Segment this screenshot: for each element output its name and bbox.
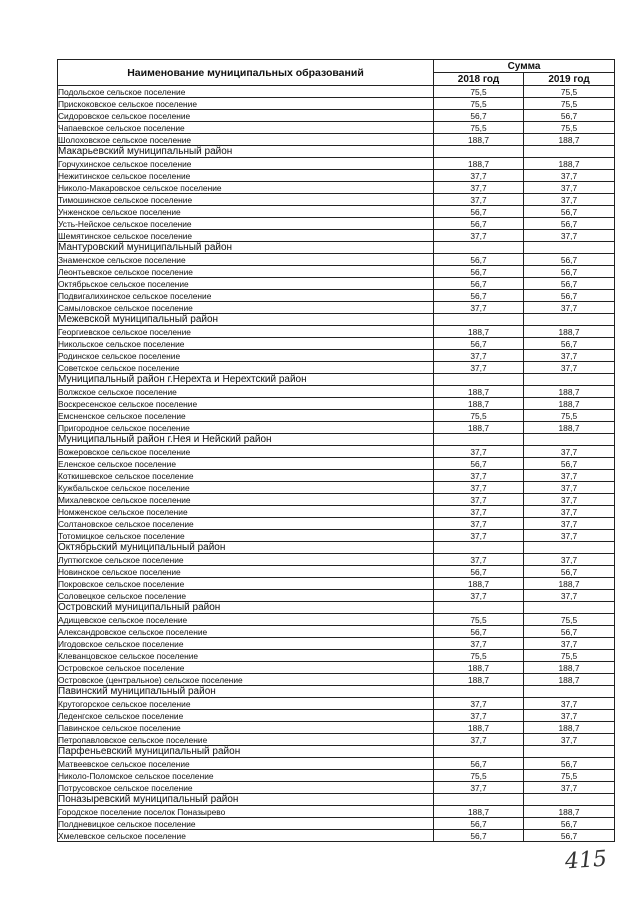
amount-2019: 37,7 — [524, 470, 615, 482]
amount-2019: 56,7 — [524, 758, 615, 770]
amount-2018: 75,5 — [434, 650, 524, 662]
settlement-name: Николо-Поломское сельское поселение — [58, 770, 434, 782]
amount-2018: 188,7 — [434, 386, 524, 398]
amount-2018: 37,7 — [434, 182, 524, 194]
amount-2019: 37,7 — [524, 554, 615, 566]
table-row — [58, 458, 615, 470]
table-row — [58, 386, 615, 398]
settlement-name: Соловецкое сельское поселение — [58, 590, 434, 602]
settlement-name: Полдневицкое сельское поселение — [58, 818, 434, 830]
table-row — [58, 194, 615, 206]
amount-2019: 75,5 — [524, 98, 615, 110]
settlement-name: Коткишевское сельское поселение — [58, 470, 434, 482]
amount-2018: 56,7 — [434, 206, 524, 218]
table-row — [58, 326, 615, 338]
table-row — [58, 818, 615, 830]
district-header-row — [58, 314, 615, 326]
settlement-name: Самыловское сельское поселение — [58, 302, 434, 314]
amount-2018: 56,7 — [434, 110, 524, 122]
amount-2018: 56,7 — [434, 758, 524, 770]
table-row — [58, 710, 615, 722]
table-row — [58, 494, 615, 506]
amount-2019: 37,7 — [524, 170, 615, 182]
district-name: Павинский муниципальный район — [58, 686, 434, 698]
amount-2019: 37,7 — [524, 590, 615, 602]
amount-2018: 37,7 — [434, 302, 524, 314]
page-number: 415 — [564, 846, 608, 875]
amount-2018: 37,7 — [434, 482, 524, 494]
empty-cell — [434, 794, 524, 806]
table-row — [58, 398, 615, 410]
district-header-row — [58, 602, 615, 614]
table-row — [58, 650, 615, 662]
amount-2019: 37,7 — [524, 230, 615, 242]
amount-2019: 56,7 — [524, 218, 615, 230]
amount-2019: 188,7 — [524, 674, 615, 686]
amount-2019: 56,7 — [524, 818, 615, 830]
empty-cell — [434, 146, 524, 158]
amount-2018: 75,5 — [434, 410, 524, 422]
amount-2019: 75,5 — [524, 770, 615, 782]
column-header-2019: 2019 год — [524, 73, 615, 86]
amount-2018: 56,7 — [434, 626, 524, 638]
settlement-name: Сидоровское сельское поселение — [58, 110, 434, 122]
settlement-name: Михалевское сельское поселение — [58, 494, 434, 506]
empty-cell — [434, 374, 524, 386]
table-row — [58, 230, 615, 242]
table-row — [58, 350, 615, 362]
empty-cell — [524, 374, 615, 386]
table-row — [58, 86, 615, 98]
amount-2019: 37,7 — [524, 482, 615, 494]
table-body — [58, 86, 615, 842]
table-row — [58, 170, 615, 182]
settlement-name: Павинское сельское поселение — [58, 722, 434, 734]
amount-2019: 75,5 — [524, 614, 615, 626]
empty-cell — [524, 314, 615, 326]
table-row — [58, 158, 615, 170]
settlement-name: Петропавловское сельское поселение — [58, 734, 434, 746]
table-row — [58, 566, 615, 578]
amount-2019: 37,7 — [524, 362, 615, 374]
settlement-name: Волжское сельское поселение — [58, 386, 434, 398]
empty-cell — [524, 602, 615, 614]
amount-2018: 37,7 — [434, 506, 524, 518]
amount-2018: 37,7 — [434, 698, 524, 710]
amount-2019: 56,7 — [524, 254, 615, 266]
settlement-name: Покровское сельское поселение — [58, 578, 434, 590]
settlement-name: Леденгское сельское поселение — [58, 710, 434, 722]
amount-2019: 75,5 — [524, 86, 615, 98]
settlement-name: Пригородное сельское поселение — [58, 422, 434, 434]
amount-2018: 56,7 — [434, 458, 524, 470]
settlement-name: Еленское сельское поселение — [58, 458, 434, 470]
district-header-row — [58, 374, 615, 386]
empty-cell — [434, 434, 524, 446]
amount-2018: 188,7 — [434, 674, 524, 686]
district-header-row — [58, 794, 615, 806]
amount-2018: 56,7 — [434, 266, 524, 278]
settlement-name: Георгиевское сельское поселение — [58, 326, 434, 338]
column-header-2018: 2018 год — [434, 73, 524, 86]
settlement-name: Солтановское сельское поселение — [58, 518, 434, 530]
amount-2018: 188,7 — [434, 722, 524, 734]
amount-2018: 188,7 — [434, 578, 524, 590]
settlement-name: Матвеевское сельское поселение — [58, 758, 434, 770]
settlement-name: Хмелевское сельское поселение — [58, 830, 434, 842]
amount-2019: 37,7 — [524, 350, 615, 362]
amount-2018: 37,7 — [434, 494, 524, 506]
amount-2018: 37,7 — [434, 638, 524, 650]
table-row — [58, 626, 615, 638]
settlement-name: Подольское сельское поселение — [58, 86, 434, 98]
district-name: Островский муниципальный район — [58, 602, 434, 614]
amount-2018: 37,7 — [434, 446, 524, 458]
table-row — [58, 770, 615, 782]
settlement-name: Потрусовское сельское поселение — [58, 782, 434, 794]
amount-2018: 188,7 — [434, 158, 524, 170]
amount-2018: 37,7 — [434, 530, 524, 542]
settlement-name: Островское сельское поселение — [58, 662, 434, 674]
table-row — [58, 698, 615, 710]
amount-2019: 37,7 — [524, 494, 615, 506]
table-row — [58, 578, 615, 590]
amount-2018: 37,7 — [434, 230, 524, 242]
amount-2018: 188,7 — [434, 662, 524, 674]
district-header-row — [58, 434, 615, 446]
table-row — [58, 110, 615, 122]
amount-2019: 56,7 — [524, 110, 615, 122]
settlement-name: Номженское сельское поселение — [58, 506, 434, 518]
settlement-name: Октябрьское сельское поселение — [58, 278, 434, 290]
amount-2019: 188,7 — [524, 326, 615, 338]
table-row — [58, 518, 615, 530]
table-row — [58, 758, 615, 770]
amount-2019: 56,7 — [524, 458, 615, 470]
empty-cell — [434, 602, 524, 614]
amount-2018: 188,7 — [434, 398, 524, 410]
amount-2019: 188,7 — [524, 386, 615, 398]
district-name: Мантуровский муниципальный район — [58, 242, 434, 254]
amount-2018: 37,7 — [434, 734, 524, 746]
table-row — [58, 218, 615, 230]
amount-2018: 75,5 — [434, 98, 524, 110]
settlement-name: Усть-Нейское сельское поселение — [58, 218, 434, 230]
settlement-name: Шемятинское сельское поселение — [58, 230, 434, 242]
amount-2019: 37,7 — [524, 530, 615, 542]
settlement-name: Островское (центральное) сельское поселение — [58, 674, 434, 686]
empty-cell — [524, 794, 615, 806]
amount-2018: 188,7 — [434, 422, 524, 434]
amount-2018: 188,7 — [434, 326, 524, 338]
settlement-name: Крутогорское сельское поселение — [58, 698, 434, 710]
amount-2019: 56,7 — [524, 830, 615, 842]
amount-2019: 37,7 — [524, 710, 615, 722]
district-header-row — [58, 146, 615, 158]
amount-2019: 37,7 — [524, 698, 615, 710]
amount-2018: 37,7 — [434, 518, 524, 530]
settlement-name: Воскресенское сельское поселение — [58, 398, 434, 410]
amount-2018: 188,7 — [434, 806, 524, 818]
table-row — [58, 590, 615, 602]
empty-cell — [434, 686, 524, 698]
district-name: Макарьевский муниципальный район — [58, 146, 434, 158]
amount-2018: 75,5 — [434, 614, 524, 626]
table-row — [58, 290, 615, 302]
amount-2019: 56,7 — [524, 566, 615, 578]
settlement-name: Тимошинское сельское поселение — [58, 194, 434, 206]
amount-2019: 188,7 — [524, 158, 615, 170]
table-row — [58, 482, 615, 494]
table-row — [58, 782, 615, 794]
table-row — [58, 182, 615, 194]
settlement-name: Леонтьевское сельское поселение — [58, 266, 434, 278]
amount-2019: 75,5 — [524, 650, 615, 662]
table-row — [58, 134, 615, 146]
amount-2019: 188,7 — [524, 578, 615, 590]
amount-2019: 37,7 — [524, 734, 615, 746]
district-name: Муниципальный район г.Нерехта и Нерехтский район — [58, 374, 434, 386]
district-name: Октябрьский муниципальный район — [58, 542, 434, 554]
empty-cell — [524, 146, 615, 158]
amount-2019: 37,7 — [524, 446, 615, 458]
settlement-name: Горчухинское сельское поселение — [58, 158, 434, 170]
district-name: Парфеньевский муниципальный район — [58, 746, 434, 758]
amount-2019: 188,7 — [524, 806, 615, 818]
empty-cell — [524, 242, 615, 254]
amount-2019: 56,7 — [524, 206, 615, 218]
amount-2018: 75,5 — [434, 86, 524, 98]
settlement-name: Унженское сельское поселение — [58, 206, 434, 218]
amount-2018: 56,7 — [434, 218, 524, 230]
empty-cell — [434, 746, 524, 758]
amount-2018: 75,5 — [434, 770, 524, 782]
settlement-name: Никольское сельское поселение — [58, 338, 434, 350]
settlement-name: Клеванцовское сельское поселение — [58, 650, 434, 662]
settlement-name: Новинское сельское поселение — [58, 566, 434, 578]
settlement-name: Адищевское сельское поселение — [58, 614, 434, 626]
district-header-row — [58, 746, 615, 758]
settlement-name: Прискоковское сельское поселение — [58, 98, 434, 110]
amount-2019: 37,7 — [524, 518, 615, 530]
table-row — [58, 734, 615, 746]
amount-2019: 56,7 — [524, 338, 615, 350]
amount-2018: 56,7 — [434, 566, 524, 578]
amount-2019: 75,5 — [524, 410, 615, 422]
amount-2019: 37,7 — [524, 506, 615, 518]
amount-2018: 56,7 — [434, 290, 524, 302]
settlement-name: Подвигалихинское сельское поселение — [58, 290, 434, 302]
amount-2018: 56,7 — [434, 254, 524, 266]
amount-2019: 56,7 — [524, 266, 615, 278]
table-row — [58, 254, 615, 266]
settlement-name: Нежитинское сельское поселение — [58, 170, 434, 182]
settlement-name: Емсненское сельское поселение — [58, 410, 434, 422]
amount-2018: 37,7 — [434, 362, 524, 374]
amount-2018: 37,7 — [434, 590, 524, 602]
amount-2018: 56,7 — [434, 830, 524, 842]
table-row — [58, 122, 615, 134]
amount-2018: 37,7 — [434, 782, 524, 794]
table-row — [58, 410, 615, 422]
amount-2019: 56,7 — [524, 278, 615, 290]
amount-2019: 56,7 — [524, 626, 615, 638]
amount-2018: 56,7 — [434, 818, 524, 830]
amount-2018: 56,7 — [434, 278, 524, 290]
empty-cell — [524, 434, 615, 446]
district-name: Поназыревский муниципальный район — [58, 794, 434, 806]
column-header-sum: Сумма — [434, 60, 615, 73]
district-header-row — [58, 242, 615, 254]
table-row — [58, 278, 615, 290]
empty-cell — [434, 314, 524, 326]
table-row — [58, 98, 615, 110]
amount-2019: 37,7 — [524, 302, 615, 314]
amount-2019: 37,7 — [524, 182, 615, 194]
table-row — [58, 614, 615, 626]
empty-cell — [434, 242, 524, 254]
settlement-name: Луптюгское сельское поселение — [58, 554, 434, 566]
amount-2018: 37,7 — [434, 194, 524, 206]
settlement-name: Родинское сельское поселение — [58, 350, 434, 362]
settlement-name: Тотомицкое сельское поселение — [58, 530, 434, 542]
table-row — [58, 206, 615, 218]
table-row — [58, 638, 615, 650]
settlement-name: Чапаевское сельское поселение — [58, 122, 434, 134]
table-row — [58, 470, 615, 482]
table-row — [58, 722, 615, 734]
table-row — [58, 446, 615, 458]
district-header-row — [58, 542, 615, 554]
municipal-amounts-table — [57, 59, 615, 842]
amount-2018: 37,7 — [434, 710, 524, 722]
district-header-row — [58, 686, 615, 698]
empty-cell — [524, 542, 615, 554]
amount-2018: 37,7 — [434, 554, 524, 566]
table-row — [58, 362, 615, 374]
table-row — [58, 554, 615, 566]
table-row — [58, 530, 615, 542]
amount-2019: 75,5 — [524, 122, 615, 134]
table-row — [58, 266, 615, 278]
table-row — [58, 338, 615, 350]
amount-2018: 75,5 — [434, 122, 524, 134]
amount-2018: 37,7 — [434, 350, 524, 362]
table-row — [58, 806, 615, 818]
district-name: Межевской муниципальный район — [58, 314, 434, 326]
amount-2019: 188,7 — [524, 422, 615, 434]
settlement-name: Игодовское сельское поселение — [58, 638, 434, 650]
amount-2019: 37,7 — [524, 782, 615, 794]
settlement-name: Вожеровское сельское поселение — [58, 446, 434, 458]
amount-2018: 56,7 — [434, 338, 524, 350]
table-row — [58, 662, 615, 674]
settlement-name: Николо-Макаровское сельское поселение — [58, 182, 434, 194]
empty-cell — [524, 686, 615, 698]
empty-cell — [434, 542, 524, 554]
amount-2019: 37,7 — [524, 638, 615, 650]
settlement-name: Знаменское сельское поселение — [58, 254, 434, 266]
amount-2019: 188,7 — [524, 398, 615, 410]
settlement-name: Александровское сельское поселение — [58, 626, 434, 638]
amount-2019: 37,7 — [524, 194, 615, 206]
amount-2019: 188,7 — [524, 662, 615, 674]
table-row — [58, 422, 615, 434]
table-row — [58, 506, 615, 518]
amount-2019: 56,7 — [524, 290, 615, 302]
amount-2018: 37,7 — [434, 470, 524, 482]
amount-2019: 188,7 — [524, 722, 615, 734]
district-name: Муниципальный район г.Нея и Нейский район — [58, 434, 434, 446]
amount-2018: 37,7 — [434, 170, 524, 182]
settlement-name: Советское сельское поселение — [58, 362, 434, 374]
table-row — [58, 302, 615, 314]
settlement-name: Кужбальское сельское поселение — [58, 482, 434, 494]
table-row — [58, 830, 615, 842]
settlement-name: Городское поселение поселок Поназырево — [58, 806, 434, 818]
table-row — [58, 674, 615, 686]
amount-2018: 188,7 — [434, 134, 524, 146]
amount-2019: 188,7 — [524, 134, 615, 146]
empty-cell — [524, 746, 615, 758]
settlement-name: Шолоховское сельское поселение — [58, 134, 434, 146]
column-header-name: Наименование муниципальных образований — [58, 60, 434, 86]
